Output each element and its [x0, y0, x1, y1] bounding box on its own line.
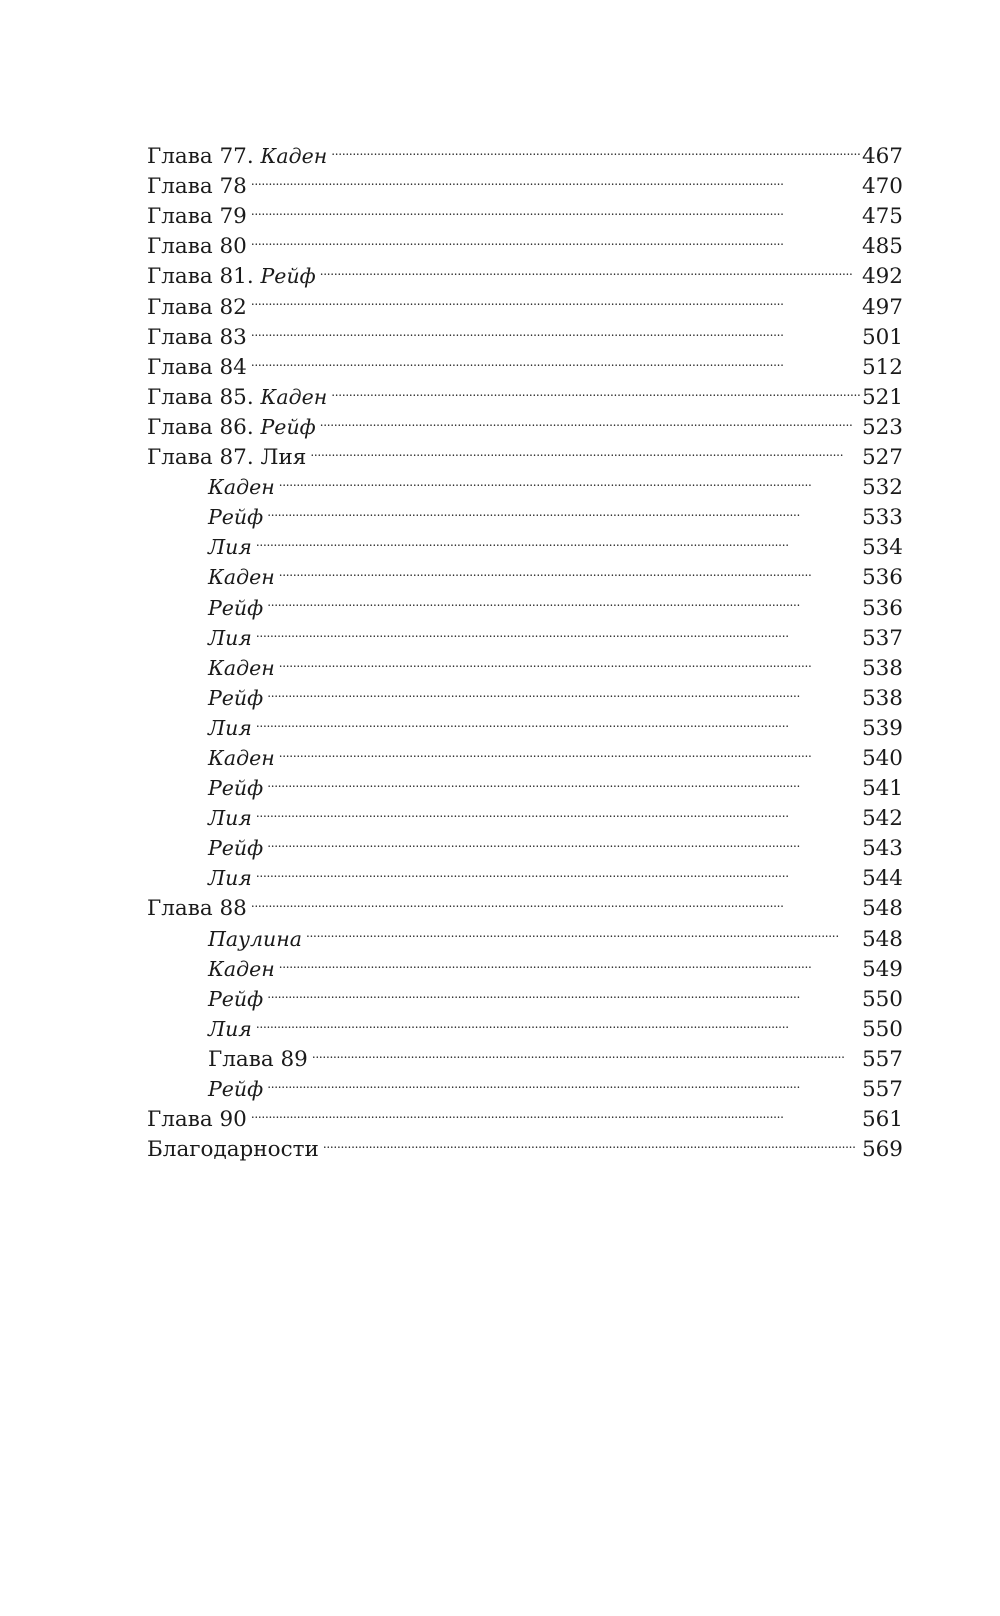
toc-entry[interactable]: [147, 283, 903, 320]
dot-leader: [256, 1006, 861, 1036]
page-number: 501: [861, 324, 903, 350]
character-name: Каден: [208, 745, 275, 770]
character-name: Рейф: [208, 1077, 264, 1101]
dot-leader: [256, 855, 861, 885]
toc-entry-label: [147, 293, 247, 323]
toc-entry[interactable]: [147, 825, 903, 862]
dot-leader: [279, 946, 861, 976]
toc-entry[interactable]: [147, 855, 903, 892]
toc-entry-label: [208, 803, 252, 834]
page-number: 549: [861, 956, 903, 982]
page-number: 569: [861, 1137, 903, 1163]
dot-leader: [256, 795, 861, 825]
dot-leader: [251, 193, 861, 223]
chapter-title: Глава 78: [147, 174, 247, 200]
toc-entry[interactable]: [147, 314, 903, 350]
page-number: 475: [861, 204, 903, 230]
dot-leader: [256, 524, 861, 554]
chapter-title: Глава 86.: [147, 414, 254, 440]
page-number: 492: [861, 264, 903, 290]
chapter-title: Глава 84: [147, 354, 247, 380]
page-number: 550: [861, 986, 903, 1012]
dot-leader: [251, 344, 861, 374]
toc-entry-label: [147, 382, 327, 413]
toc-entry[interactable]: [147, 374, 903, 410]
toc-entry-label: [147, 232, 247, 262]
toc-entry[interactable]: [147, 735, 903, 771]
toc-entry[interactable]: [147, 615, 903, 651]
page-number: 533: [861, 505, 903, 531]
page-number: 542: [861, 806, 903, 832]
dot-leader: [267, 675, 861, 705]
toc-entry-label: [147, 894, 247, 924]
toc-entry-label: [147, 202, 247, 232]
dot-leader: [267, 976, 861, 1006]
page-number: 557: [861, 1077, 903, 1102]
character-name: Паулина: [208, 926, 302, 951]
toc-entry-label: [208, 863, 252, 894]
character-name: Каден: [208, 655, 275, 680]
dot-leader: [251, 163, 861, 193]
chapter-title: Глава 88: [147, 896, 247, 922]
page-number: 527: [861, 445, 903, 471]
page-number: 467: [861, 144, 903, 170]
character-name: Лия: [208, 1016, 252, 1041]
dot-leader: [267, 1066, 861, 1096]
chapter-title: Глава 83: [147, 324, 247, 350]
dot-leader: [320, 253, 861, 283]
page-number: 548: [861, 896, 903, 922]
dot-leader: [251, 283, 861, 313]
toc-entry[interactable]: [147, 795, 903, 832]
page-number: 543: [861, 836, 903, 862]
chapter-title: Глава 89: [208, 1046, 308, 1072]
character-name: Рейф: [208, 836, 264, 861]
page-number: 539: [861, 715, 903, 741]
character-name: Рейф: [208, 776, 264, 801]
character-name: Каден: [208, 565, 275, 590]
dot-leader: [279, 464, 861, 494]
toc-entry[interactable]: [147, 253, 903, 290]
toc-entry[interactable]: [147, 193, 903, 230]
character-name: Каден: [208, 475, 275, 500]
dot-leader: [306, 915, 861, 945]
character-name: Рейф: [208, 505, 264, 530]
toc-entry[interactable]: [147, 1036, 903, 1072]
page-number: 521: [861, 384, 903, 410]
page-number: 532: [861, 475, 903, 501]
toc-entry[interactable]: [147, 163, 903, 200]
page-number: 512: [861, 354, 903, 380]
character-name: Рейф: [260, 264, 316, 289]
toc-entry-label: [208, 532, 252, 563]
dot-leader: [320, 404, 861, 434]
toc-entry-label: [147, 1135, 319, 1165]
toc-entry[interactable]: [147, 524, 903, 561]
character-name: Лия: [260, 445, 307, 471]
character-name: Рейф: [208, 685, 264, 710]
dot-leader: [331, 374, 861, 404]
page-number: 557: [861, 1046, 903, 1072]
chapter-title: Благодарности: [147, 1137, 319, 1163]
page-number: 536: [861, 595, 903, 621]
dot-leader: [279, 554, 861, 584]
page-number: 470: [861, 174, 903, 200]
dot-leader: [323, 1126, 861, 1156]
page-number: 538: [861, 655, 903, 681]
character-name: Лия: [208, 625, 252, 650]
table-of-contents: [147, 133, 903, 1163]
toc-entry-label: [208, 743, 275, 774]
page-number: 485: [861, 234, 903, 260]
character-name: Каден: [260, 384, 328, 409]
dot-leader: [279, 645, 861, 675]
toc-entry[interactable]: [147, 223, 903, 260]
dot-leader: [256, 705, 861, 735]
toc-entry[interactable]: [147, 705, 903, 741]
dot-leader: [251, 223, 861, 253]
chapter-title: Глава 90: [147, 1107, 247, 1133]
toc-entry-label: [208, 713, 252, 744]
character-name: Лия: [208, 535, 252, 560]
page-number: 561: [861, 1107, 903, 1133]
chapter-title: Глава 80: [147, 234, 247, 260]
toc-entry[interactable]: [147, 554, 903, 591]
character-name: Каден: [260, 144, 328, 169]
dot-leader: [256, 615, 861, 645]
toc-entry-label: [208, 1014, 252, 1045]
toc-entry[interactable]: [147, 885, 903, 922]
page-number: 538: [861, 685, 903, 711]
character-name: Каден: [208, 956, 275, 981]
toc-entry[interactable]: [147, 645, 903, 681]
page-number: 497: [861, 294, 903, 320]
toc-entry-label: [147, 323, 247, 353]
toc-entry-label: [208, 653, 275, 684]
character-name: Рейф: [260, 414, 316, 439]
page-number: 548: [861, 926, 903, 952]
character-name: Лия: [208, 715, 252, 740]
toc-entry-label: [147, 412, 316, 443]
toc-entry[interactable]: [147, 1126, 903, 1163]
chapter-title: Глава 77.: [147, 144, 254, 170]
toc-entry[interactable]: [147, 915, 903, 952]
dot-leader: [312, 1036, 861, 1066]
character-name: Лия: [208, 866, 252, 891]
character-name: Лия: [208, 806, 252, 831]
toc-entry[interactable]: [147, 1006, 903, 1042]
toc-entry-label: [208, 623, 252, 654]
toc-entry-label: [147, 1105, 247, 1135]
page-number: 537: [861, 625, 903, 651]
chapter-title: Глава 79: [147, 204, 247, 230]
toc-entry-label: [147, 172, 247, 202]
page-number: 550: [861, 1016, 903, 1042]
toc-entry-label: [208, 562, 275, 593]
dot-leader: [251, 1096, 861, 1126]
page-number: 534: [861, 535, 903, 561]
dot-leader: [267, 825, 861, 855]
dot-leader: [279, 735, 861, 765]
toc-entry-label: [147, 353, 247, 383]
chapter-title: Глава 82: [147, 294, 247, 320]
dot-leader: [251, 885, 861, 915]
character-name: Рейф: [208, 986, 264, 1011]
dot-leader: [310, 434, 861, 464]
character-name: Рейф: [208, 595, 264, 620]
toc-entry-label: [208, 472, 275, 503]
toc-entry[interactable]: [147, 1096, 903, 1133]
chapter-title: Глава 87.: [147, 445, 254, 471]
toc-entry-label: [208, 954, 275, 985]
toc-entry[interactable]: [147, 133, 903, 170]
chapter-title: Глава 81.: [147, 264, 254, 290]
page-number: 544: [861, 866, 903, 892]
dot-leader: [267, 765, 861, 795]
page-number: 541: [861, 776, 903, 802]
page-number: 523: [861, 414, 903, 440]
dot-leader: [331, 133, 861, 163]
dot-leader: [267, 584, 861, 614]
toc-entry[interactable]: [147, 344, 903, 380]
chapter-title: Глава 85.: [147, 384, 254, 410]
page-number: 540: [861, 745, 903, 771]
dot-leader: [267, 494, 861, 524]
page-number: 536: [861, 565, 903, 591]
dot-leader: [251, 314, 861, 344]
